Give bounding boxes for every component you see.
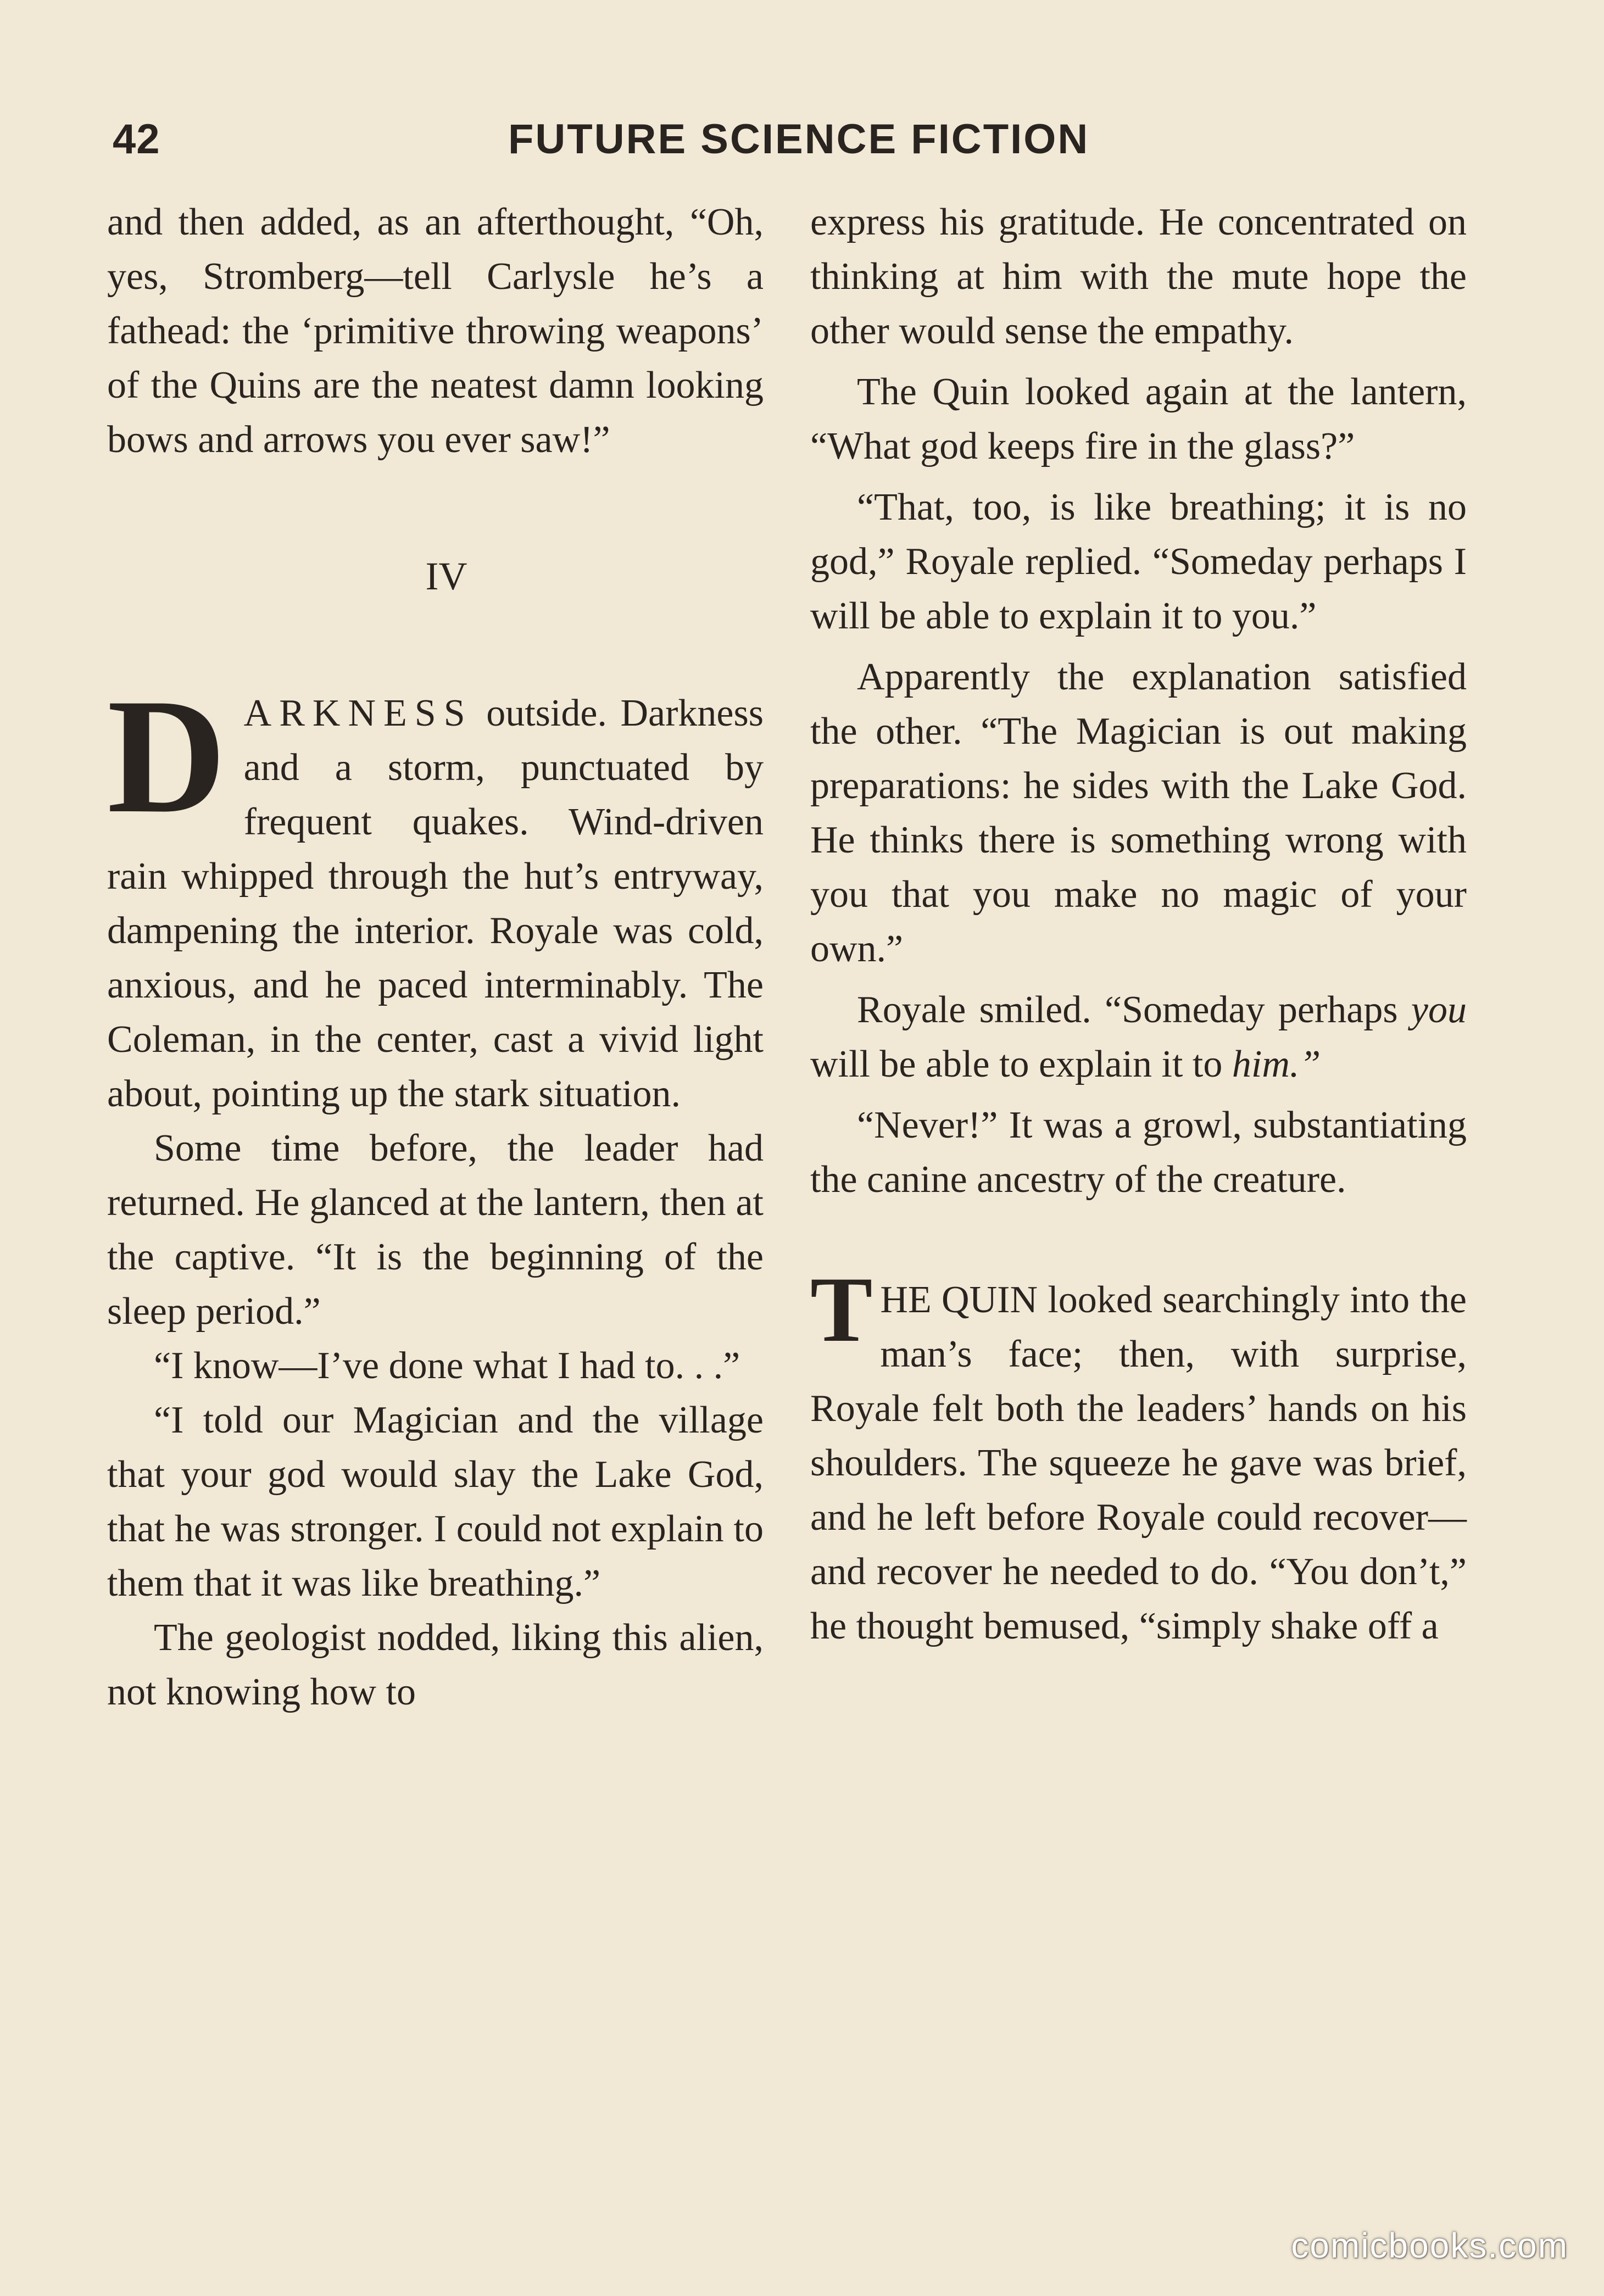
paragraph: The Quin looked again at the lantern, “What god keeps fire in the glass?” bbox=[810, 371, 1467, 467]
paragraph: “I told our Magician and the village that your god would slay the Lake God, that he was stronger. I could not explain to them that it was like breathing.” bbox=[107, 1399, 764, 1604]
drop-cap: D bbox=[107, 665, 226, 847]
italic-word: you bbox=[1411, 989, 1467, 1031]
paragraph: Apparently the explanation satisfied the other. “The Magician is out making preparations: he sides with the Lake God. He thinks there is something wrong with you that you make no magic of your own.” bbox=[810, 656, 1467, 970]
dropcap-lead: HE QUIN bbox=[880, 1279, 1038, 1321]
left-column bbox=[107, 195, 764, 1719]
paragraph: The geologist nodded, liking this alien, not knowing how to bbox=[107, 1617, 764, 1713]
paragraph: Some time before, the leader had returned. He glanced at the lantern, then at the captive. “It is the beginning of the sleep period.” bbox=[107, 1127, 764, 1333]
text-run: will be able to explain it to bbox=[810, 1043, 1232, 1085]
paragraph-text: looked searchingly into the man’s face; then, with surprise, Royale felt both the leaders’ hands on his shoulders. The squeeze he gave was brief, and he left before Royale could recover—and recover he needed to do. “You don’t,” he thought bemused, “simply shake off a bbox=[810, 1279, 1467, 1647]
section-break bbox=[810, 1207, 1467, 1273]
paragraph: express his gratitude. He concentrated on thinking at him with the mute hope the other would sense the empathy. bbox=[810, 201, 1467, 352]
paragraph: “I know—I’ve done what I had to. . .” bbox=[154, 1345, 740, 1387]
watermark-logo: comicbooks.com bbox=[1291, 2226, 1568, 2265]
paragraph: “Never!” It was a growl, substantiating the canine ancestry of the creature. bbox=[810, 1104, 1467, 1201]
paragraph-dropcap bbox=[107, 665, 764, 1121]
dropcap-lead: ARKNESS bbox=[243, 692, 473, 734]
paragraph: and then added, as an afterthought, “Oh, yes, Stromberg—tell Carlysle he’s a fathead: the ‘primitive throwing weapons’ of the Quins are the neatest damn looking bows and arrows you ever saw!” bbox=[107, 201, 764, 461]
paragraph-text: outside. Darkness and a storm, punctuated by frequent quakes. Wind-driven rain whipped through the hut’s entryway, dampening the interior. Royale was cold, anxious, and he paced interminably. The Coleman, in the center, cast a vivid light about, pointing up the stark situation. bbox=[107, 692, 764, 1115]
paragraph-dropcap bbox=[810, 1258, 1467, 1653]
running-title: FUTURE SCIENCE FICTION bbox=[508, 116, 1090, 163]
right-column bbox=[810, 195, 1467, 1653]
italic-word: him.” bbox=[1232, 1043, 1321, 1085]
page-header bbox=[113, 115, 1480, 170]
drop-cap: T bbox=[810, 1258, 873, 1361]
paragraph bbox=[810, 983, 1467, 1091]
section-numeral: IV bbox=[425, 554, 467, 598]
paragraph: “That, too, is like breathing; it is no god,” Royale replied. “Someday perhaps I will be able to explain it to you.” bbox=[810, 486, 1467, 637]
page-number: 42 bbox=[113, 116, 160, 163]
text-run: Royale smiled. “Someday perhaps bbox=[857, 989, 1411, 1031]
